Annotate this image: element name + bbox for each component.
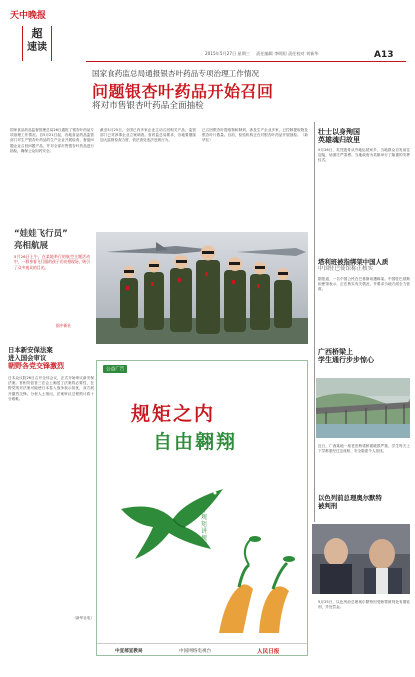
ad-sponsor-3: 人民日报	[257, 649, 280, 655]
fly-title-line2: 亮相航展	[14, 241, 49, 251]
sidebar-item-1	[318, 128, 410, 218]
sidebar-2-title2: 中国驻巴使馆称正核实	[318, 266, 374, 272]
japan-credit: （新华社电）	[72, 616, 94, 620]
sidebar-4-title1: 以色列前总理奥尔默特	[318, 494, 382, 502]
japan-title2: 进入国会审议	[8, 354, 47, 362]
ad-headline-line1: 规矩之内	[131, 403, 216, 425]
kids-pilot-photo	[96, 232, 308, 344]
sidebar-2-title1: 塔利班被指绑架中国人质	[318, 258, 389, 266]
section-badge	[22, 26, 52, 61]
lead-kicker: 国家食药监总局通报银杏叶药品专项治理工作情况	[92, 69, 260, 78]
japan-body: 日本众议院26日召开全体会议，正式开始审议新安保法案。首相安倍晋三在会上阐述了法案的必要性，在野党则对法案可能使日本卷入战争表示担忧，双方展开激烈交锋。分析人士指出，法案审议过程预计将十分艰难。	[8, 376, 94, 401]
sidebar-item-4	[318, 494, 410, 524]
ad-badge: 公益广告	[103, 365, 127, 373]
sidebar-2-body: 据报道，一名中国公民在巴基斯坦遭绑架。中国驻巴基斯坦使馆表示，正在核实有关情况，并要求当地方面全力营救。	[318, 277, 410, 292]
page-number: A13	[374, 50, 394, 60]
sidebar-1-body: 5月26日，英烈遗骨从外地运抵家乡，当地群众自发前往迎接，场面庄严肃穆。当地政府为英雄举行了隆重的安葬仪式。	[318, 148, 410, 163]
sidebar-3-title2: 学生通行步步惊心	[318, 356, 374, 364]
bridge-photo	[316, 378, 410, 438]
sidebar-item-2	[318, 258, 410, 338]
masthead-rule	[86, 61, 406, 62]
ad-sponsor-bar	[97, 643, 308, 656]
section-badge-line2: 速读	[27, 42, 47, 53]
sidebar-1-title1: 壮士以身殉国	[318, 128, 360, 136]
japan-title1: 日本新安保法案	[8, 346, 53, 354]
editor-line: 责任编辑 李明阳 责任校对 刘新华	[256, 51, 319, 56]
ad-box	[96, 360, 308, 656]
fly-credit: 据中新社	[56, 323, 72, 328]
ad-sponsor-1: 中宣部宣教局	[115, 649, 143, 654]
sidebar-4-title2: 被判刑	[318, 502, 338, 510]
lead-body-col3: 已召回银杏叶提取物和制剂，涉及生产企业多家，已控制提取物及银杏叶片数量。目前，检验机构正在对银杏叶药品开展抽检。（新华社）	[202, 128, 308, 143]
sidebar-4-body: 5月25日，以色列前总理奥尔默特因受贿罪被判处有期徒刑，并处罚金。	[318, 600, 410, 610]
fly-title-line1: “娃娃飞行员”	[14, 229, 68, 239]
date-line: 2015年5月27日 星期三	[205, 51, 251, 56]
hands-illustration	[209, 529, 305, 633]
sidebar-3-title1: 广西桥梁上	[318, 348, 353, 356]
section-badge-line1: 超	[31, 27, 43, 40]
lead-deck: 将对市售银杏叶药品全面抽检	[92, 101, 204, 111]
sidebar-3-body: 近日，广西某地一座老旧桥梁桥面破损严重，学生每天上下学都需经过这座桥，安全隐患令人担忧。	[318, 444, 410, 454]
lead-body-col2: 截至5月25日，全国已有多家企业主动召回相关产品，监管部门已对涉事企业立案调查。食药监总局要求，各地要继续加大监督检查力度，依法查处违法违规行为。	[100, 128, 196, 143]
japan-title3: 朝野各党交锋激烈	[8, 362, 64, 370]
lead-headline: 问题银杏叶药品开始召回	[92, 82, 274, 101]
olmert-photo	[312, 524, 410, 594]
ad-sponsor-2: 中国网络电视台	[179, 649, 212, 654]
brand-logo: 天中晚报	[10, 11, 47, 21]
sidebar-1-title2: 英雄魂归故里	[318, 136, 360, 144]
ad-vertical-text: 守规矩讲规矩	[201, 507, 208, 549]
lead-body-col1: 国家食品药品监督管理总局26日通报了银杏叶药品专项治理工作情况。自5月21日起，各地食品药品监管部门对生产银杏叶药品的生产企业开展检查，督促问题企业召回问题产品，并对全部市售银杏叶药品进行抽检，确保公众用药安全。	[10, 128, 94, 153]
ad-headline-line2: 自由翱翔	[153, 431, 238, 453]
masthead	[0, 0, 415, 66]
fly-caption: 5月26日上午，在某地举行的航空主题活动中，一群身着飞行服的孩子们亮相现场，吸引了众多观众的目光。	[14, 254, 90, 270]
vertical-divider	[314, 122, 315, 522]
japan-story	[8, 346, 94, 646]
